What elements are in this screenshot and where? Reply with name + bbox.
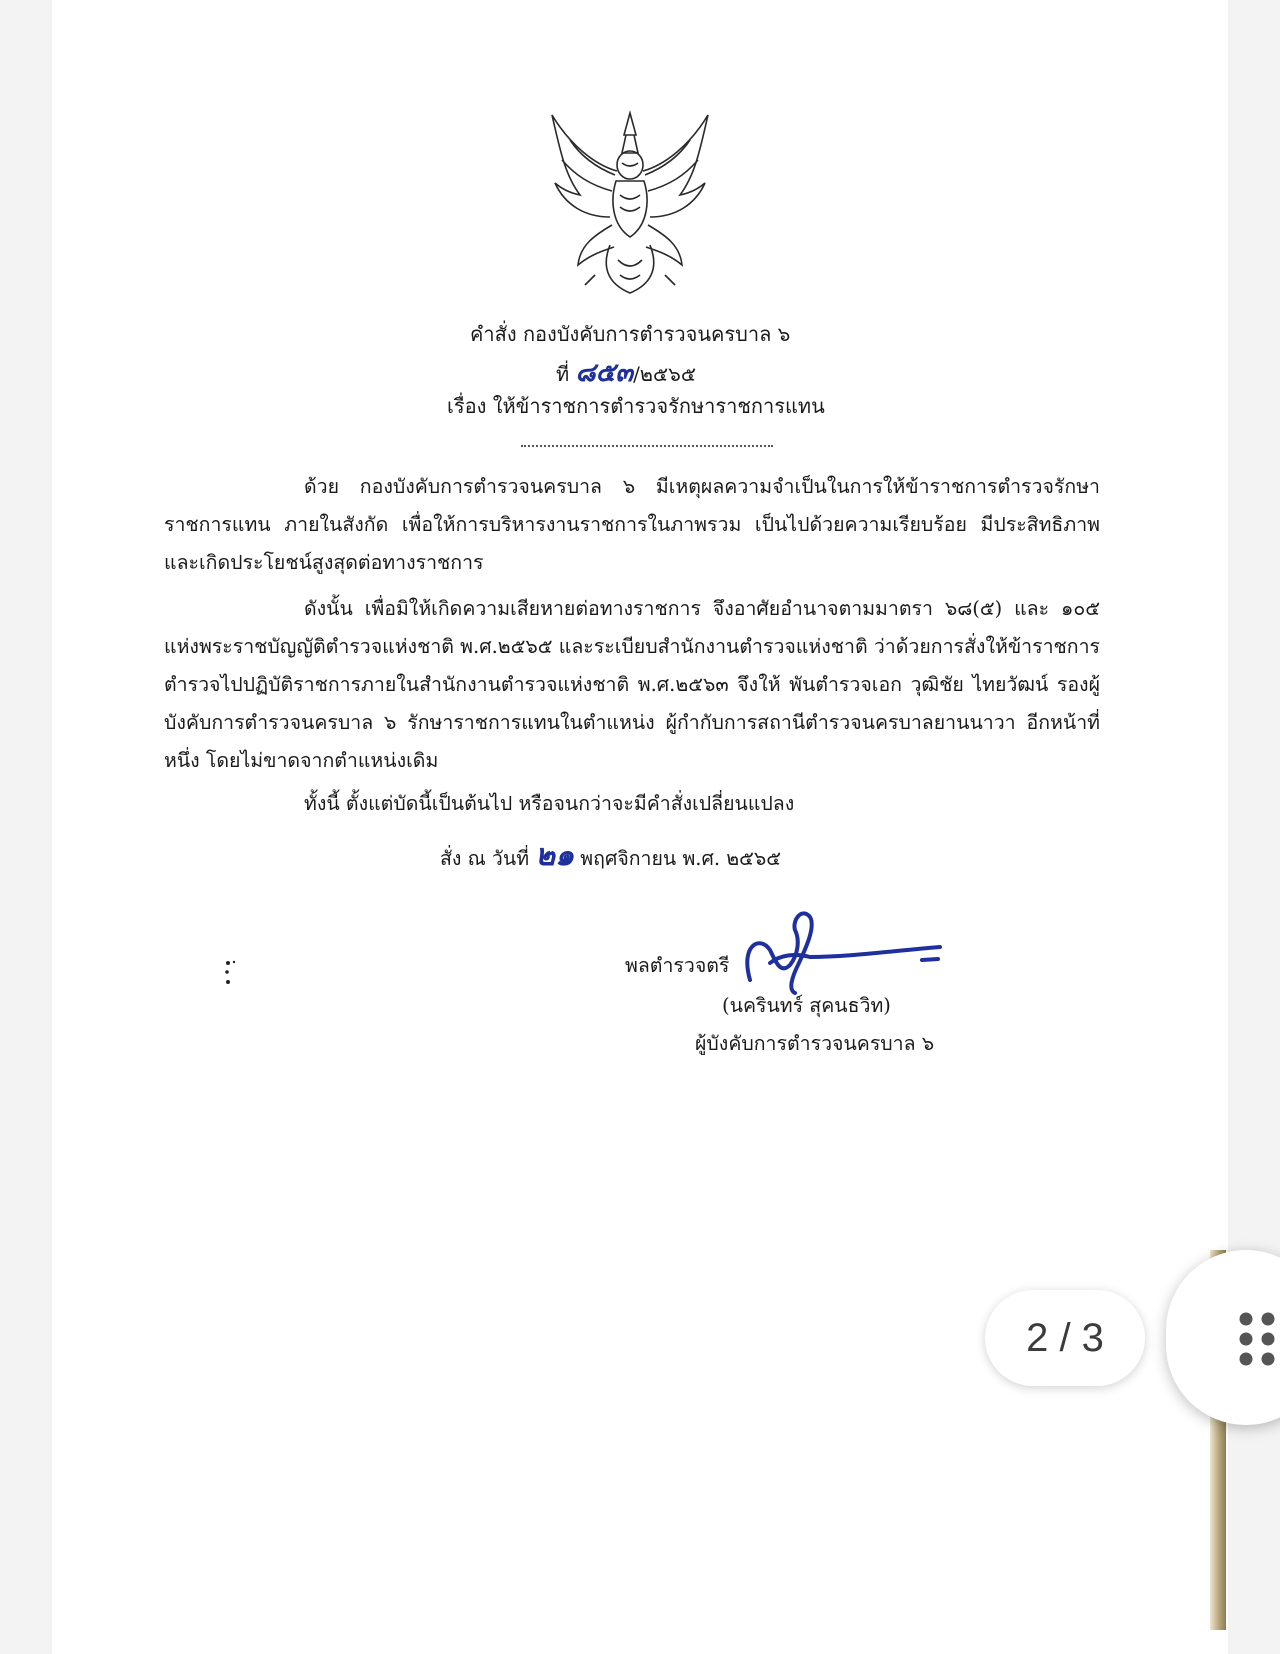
order-number-prefix: ที่ — [556, 362, 570, 386]
stray-mark — [222, 958, 242, 988]
signer-name: (นครินทร์ สุคนธวิท) — [722, 994, 891, 1017]
signer-position: ผู้บังคับการตำรวจนครบาล ๖ — [695, 1032, 935, 1055]
order-date — [440, 832, 781, 879]
date-day-handwritten: ๒๑ — [535, 838, 575, 873]
order-number — [556, 352, 696, 393]
grid-dots-icon[interactable] — [1237, 1311, 1277, 1367]
date-prefix: สั่ง ณ วันที่ — [440, 847, 530, 870]
paragraph-effective: ทั้งนี้ ตั้งแต่บัดนี้เป็นต้นไป หรือจนกว่าจะมีคำสั่งเปลี่ยนแปลง — [304, 792, 795, 815]
page-indicator: 2 / 3 — [985, 1290, 1145, 1386]
paragraph-order: ดังนั้น เพื่อมิให้เกิดความเสียหายต่อทางราชการ จึงอาศัยอำนาจตามมาตรา ๖๘(๕) และ ๑๐๕ แห่งพระราชบัญญัติตำรวจแห่งชาติ พ.ศ.๒๕๖๕ และระเบียบสำนักงานตำรวจแห่งชาติ ว่าด้วยการสั่งให้ข้าราชการตำรวจไปปฏิบัติราชการภายในสำนักงานตำรวจแห่งชาติ พ.ศ.๒๕๖๓ จึงให้ พันตำรวจเอก วุฒิชัย ไทยวัฒน์ รองผู้บังคับการตำรวจนครบาล ๖ รักษาราชการแทนในตำแหน่ง ผู้กำกับการสถานีตำรวจนครบาลยานนาวา อีกหน้าที่หนึ่ง โดยไม่ขาดจากตำแหน่งเดิม — [164, 597, 1100, 772]
date-suffix: พฤศจิกายน พ.ศ. ๒๕๖๕ — [580, 847, 782, 870]
heading-divider — [521, 445, 773, 447]
order-number-handwritten: ๘๕๓ — [575, 358, 634, 388]
order-subject: เรื่อง ให้ข้าราชการตำรวจรักษาราชการแทน — [447, 394, 825, 418]
order-heading: คำสั่ง กองบังคับการตำรวจนครบาล ๖ — [470, 322, 791, 346]
signer-rank: พลตำรวจตรี — [625, 954, 730, 977]
paragraph-reason: ด้วย กองบังคับการตำรวจนครบาล ๖ มีเหตุผลความจำเป็นในการให้ข้าราชการตำรวจรักษาราชการแทน ภายในสังกัด เพื่อให้การบริหารงานราชการในภาพรวม เป็นไปด้วยความเรียบร้อย มีประสิทธิภาพ และเกิดประโยชน์สูงสุดต่อทางราชการ — [164, 475, 1100, 574]
order-number-suffix: /๒๕๖๕ — [633, 362, 696, 386]
garuda-emblem — [540, 105, 720, 300]
